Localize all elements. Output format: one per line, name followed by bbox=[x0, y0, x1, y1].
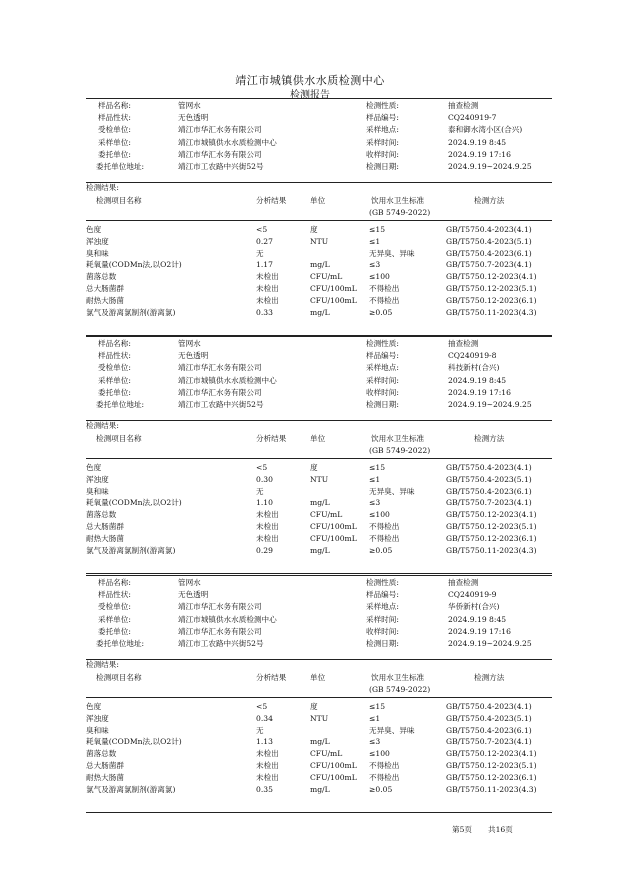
row-unit: CFU/mL bbox=[310, 510, 343, 520]
info-bottom-rule bbox=[86, 420, 552, 421]
info-label: 收样时间: bbox=[366, 387, 399, 397]
row-item: 耗氧量(CODMn法,以O2计) bbox=[86, 737, 182, 747]
row-standard: ≤100 bbox=[369, 510, 390, 520]
sample-section bbox=[86, 98, 552, 338]
section-top-rule bbox=[86, 98, 552, 99]
row-item: 菌落总数 bbox=[86, 510, 117, 520]
row-method: GB/T5750.4-2023(5.1) bbox=[446, 236, 532, 246]
row-item: 耗氧量(CODMn法,以O2计) bbox=[86, 260, 182, 270]
row-item: 浑浊度 bbox=[86, 713, 109, 723]
row-result: <5 bbox=[256, 702, 268, 711]
info-label: 检测日期: bbox=[366, 400, 399, 409]
row-item: 色度 bbox=[86, 702, 102, 711]
info-value: 2024.9.19 17:16 bbox=[448, 387, 511, 397]
row-method: GB/T5750.7-2023(4.1) bbox=[446, 737, 532, 747]
row-method: GB/T5750.4-2023(4.1) bbox=[446, 702, 532, 711]
row-standard: ≤15 bbox=[369, 463, 386, 472]
table-bottom-rule bbox=[86, 573, 552, 574]
row-unit: NTU bbox=[310, 713, 329, 723]
col-header-item: 检测项目名称 bbox=[96, 196, 142, 205]
col-header-item: 检测项目名称 bbox=[96, 673, 142, 682]
row-method: GB/T5750.12-2023(5.1) bbox=[446, 284, 537, 293]
row-method: GB/T5750.11-2023(4.3) bbox=[446, 307, 537, 317]
row-result: 无 bbox=[256, 725, 264, 735]
info-value: 抽查检测 bbox=[448, 578, 479, 587]
info-value: 无色透明 bbox=[178, 590, 209, 600]
info-label: 采样地点: bbox=[366, 363, 399, 373]
info-value: 靖江市华汇水务有限公司 bbox=[178, 602, 262, 612]
row-result: 未检出 bbox=[256, 272, 279, 282]
row-item: 总大肠菌群 bbox=[86, 522, 124, 531]
row-result: 0.29 bbox=[256, 545, 273, 555]
row-standard: ≤1 bbox=[369, 713, 381, 723]
col-header-method: 检测方法 bbox=[474, 434, 505, 443]
info-value: CQ240919-7 bbox=[448, 113, 497, 123]
row-standard: 不得检出 bbox=[369, 761, 400, 770]
info-bottom-rule bbox=[86, 659, 552, 660]
row-unit: CFU/mL bbox=[310, 272, 343, 282]
info-label: 收样时间: bbox=[366, 626, 399, 636]
section-top-rule bbox=[86, 575, 552, 576]
info-value: 2024.9.19 8:45 bbox=[448, 375, 507, 385]
row-item: 耐热大肠菌 bbox=[86, 533, 124, 543]
row-method: GB/T5750.12-2023(6.1) bbox=[446, 533, 537, 543]
info-label: 检测日期: bbox=[366, 162, 399, 171]
col-header-unit: 单位 bbox=[310, 434, 326, 443]
info-value: 靖江市城镇供水水质检测中心 bbox=[178, 614, 277, 624]
col-header-result: 分析结果 bbox=[256, 196, 287, 205]
page-number: 第5页 bbox=[452, 825, 473, 834]
info-label: 委托单位地址: bbox=[96, 639, 145, 648]
info-label: 检测性质: bbox=[366, 578, 399, 587]
info-value: 靖江市工农路中兴街52号 bbox=[178, 162, 264, 171]
row-standard: 不得检出 bbox=[369, 295, 400, 305]
row-method: GB/T5750.4-2023(6.1) bbox=[446, 248, 532, 258]
row-unit: 度 bbox=[310, 225, 318, 234]
results-label: 检测结果: bbox=[86, 421, 119, 430]
row-standard: 不得检出 bbox=[369, 772, 400, 782]
row-unit: CFU/mL bbox=[310, 749, 343, 759]
row-unit: mg/L bbox=[310, 498, 330, 508]
info-value: 靖江市城镇供水水质检测中心 bbox=[178, 137, 277, 147]
row-method: GB/T5750.12-2023(4.1) bbox=[446, 510, 537, 520]
info-label: 采样单位: bbox=[98, 137, 131, 147]
row-result: 无 bbox=[256, 248, 264, 258]
info-label: 委托单位: bbox=[98, 387, 131, 397]
row-item: 氯气及游离氯制剂(游离氯) bbox=[86, 307, 176, 317]
info-value: 2024.9.19 17:16 bbox=[448, 149, 511, 159]
row-standard: ≥0.05 bbox=[369, 307, 393, 317]
row-standard: ≤3 bbox=[369, 737, 381, 747]
row-method: GB/T5750.12-2023(6.1) bbox=[446, 772, 537, 782]
row-unit: mg/L bbox=[310, 784, 330, 794]
row-unit: mg/L bbox=[310, 737, 330, 747]
row-item: 氯气及游离氯制剂(游离氯) bbox=[86, 784, 176, 794]
info-label: 采样地点: bbox=[366, 125, 399, 135]
col-header-result: 分析结果 bbox=[256, 673, 287, 682]
row-result: 1.17 bbox=[256, 260, 273, 270]
row-standard: 无异臭、异味 bbox=[369, 248, 415, 258]
info-label: 受检单位: bbox=[98, 363, 131, 373]
info-value: CQ240919-8 bbox=[448, 351, 497, 361]
row-standard: 不得检出 bbox=[369, 284, 400, 293]
info-value: 2024.9.19~2024.9.25 bbox=[448, 162, 532, 171]
info-bottom-rule bbox=[86, 182, 552, 183]
info-value: 靖江市华汇水务有限公司 bbox=[178, 363, 262, 373]
info-value: 2024.9.19 17:16 bbox=[448, 626, 511, 636]
row-standard: 无异臭、异味 bbox=[369, 725, 415, 735]
info-value: 无色透明 bbox=[178, 113, 209, 123]
row-method: GB/T5750.4-2023(6.1) bbox=[446, 486, 532, 496]
row-method: GB/T5750.12-2023(6.1) bbox=[446, 295, 537, 305]
row-standard: ≤3 bbox=[369, 498, 381, 508]
info-value: 管网水 bbox=[178, 101, 201, 110]
row-item: 总大肠菌群 bbox=[86, 284, 124, 293]
row-unit: CFU/100mL bbox=[310, 295, 357, 305]
results-label: 检测结果: bbox=[86, 183, 119, 192]
info-value: 靖江市城镇供水水质检测中心 bbox=[178, 375, 277, 385]
row-method: GB/T5750.7-2023(4.1) bbox=[446, 260, 532, 270]
row-result: 无 bbox=[256, 486, 264, 496]
col-header-standard: 饮用水卫生标准 bbox=[371, 434, 425, 443]
info-label: 样品编号: bbox=[366, 113, 399, 123]
row-result: 未检出 bbox=[256, 284, 279, 293]
info-label: 委托单位: bbox=[98, 149, 131, 159]
col-header-item: 检测项目名称 bbox=[96, 434, 142, 443]
row-item: 总大肠菌群 bbox=[86, 761, 124, 770]
row-item: 色度 bbox=[86, 225, 102, 234]
row-standard: 无异臭、异味 bbox=[369, 486, 415, 496]
row-unit: CFU/100mL bbox=[310, 522, 357, 531]
row-item: 耐热大肠菌 bbox=[86, 295, 124, 305]
results-label: 检测结果: bbox=[86, 660, 119, 669]
info-value: 科技新村(合兴) bbox=[448, 363, 500, 373]
row-result: 未检出 bbox=[256, 772, 279, 782]
info-value: 靖江市华汇水务有限公司 bbox=[178, 626, 262, 636]
col-header-unit: 单位 bbox=[310, 196, 326, 205]
info-value: 2024.9.19 8:45 bbox=[448, 614, 507, 624]
info-label: 受检单位: bbox=[98, 602, 131, 612]
row-standard: ≥0.05 bbox=[369, 545, 393, 555]
row-result: 0.27 bbox=[256, 236, 273, 246]
row-unit: mg/L bbox=[310, 260, 330, 270]
info-label: 委托单位: bbox=[98, 626, 131, 636]
info-label: 样品编号: bbox=[366, 351, 399, 361]
row-unit: 度 bbox=[310, 463, 318, 472]
row-result: 0.30 bbox=[256, 474, 273, 484]
info-value: 2024.9.19~2024.9.25 bbox=[448, 400, 532, 409]
row-standard: ≤100 bbox=[369, 272, 390, 282]
row-result: 未检出 bbox=[256, 533, 279, 543]
info-label: 收样时间: bbox=[366, 149, 399, 159]
col-header-result: 分析结果 bbox=[256, 434, 287, 443]
row-method: GB/T5750.11-2023(4.3) bbox=[446, 784, 537, 794]
report-subtitle: 检测报告 bbox=[290, 90, 330, 101]
row-unit: 度 bbox=[310, 702, 318, 711]
row-standard: ≤15 bbox=[369, 225, 386, 234]
info-value: 泰和御水湾小区(合兴) bbox=[448, 125, 523, 135]
row-method: GB/T5750.12-2023(5.1) bbox=[446, 522, 537, 531]
info-value: 管网水 bbox=[178, 339, 201, 348]
row-item: 臭和味 bbox=[86, 725, 109, 735]
row-standard: 不得检出 bbox=[369, 533, 400, 543]
row-result: 0.33 bbox=[256, 307, 273, 317]
col-header-standard-code: (GB 5749-2022) bbox=[369, 685, 431, 694]
info-value: 抽查检测 bbox=[448, 101, 479, 110]
row-item: 氯气及游离氯制剂(游离氯) bbox=[86, 545, 176, 555]
row-result: 未检出 bbox=[256, 522, 279, 531]
row-item: 浑浊度 bbox=[86, 236, 109, 246]
info-label: 委托单位地址: bbox=[96, 400, 145, 409]
col-header-method: 检测方法 bbox=[474, 196, 505, 205]
row-unit: CFU/100mL bbox=[310, 761, 357, 770]
info-value: 靖江市工农路中兴街52号 bbox=[178, 400, 264, 409]
row-standard: 不得检出 bbox=[369, 522, 400, 531]
info-label: 样品名称: bbox=[98, 578, 131, 587]
row-unit: mg/L bbox=[310, 307, 330, 317]
row-result: 未检出 bbox=[256, 761, 279, 770]
info-value: 2024.9.19~2024.9.25 bbox=[448, 639, 532, 648]
info-label: 样品编号: bbox=[366, 590, 399, 600]
info-value: 2024.9.19 8:45 bbox=[448, 137, 507, 147]
col-header-unit: 单位 bbox=[310, 673, 326, 682]
info-label: 委托单位地址: bbox=[96, 162, 145, 171]
row-standard: ≤1 bbox=[369, 474, 381, 484]
sample-section bbox=[86, 575, 552, 815]
col-header-standard: 饮用水卫生标准 bbox=[371, 196, 425, 205]
row-unit: NTU bbox=[310, 474, 329, 484]
row-unit: CFU/100mL bbox=[310, 772, 357, 782]
table-bottom-rule bbox=[86, 812, 552, 813]
row-item: 色度 bbox=[86, 463, 102, 472]
row-item: 耗氧量(CODMn法,以O2计) bbox=[86, 498, 182, 508]
row-item: 臭和味 bbox=[86, 248, 109, 258]
row-result: 未检出 bbox=[256, 510, 279, 520]
row-result: 0.34 bbox=[256, 713, 273, 723]
info-label: 样品名称: bbox=[98, 101, 131, 110]
row-item: 耐热大肠菌 bbox=[86, 772, 124, 782]
row-standard: ≥0.05 bbox=[369, 784, 393, 794]
row-method: GB/T5750.11-2023(4.3) bbox=[446, 545, 537, 555]
header-bottom-rule bbox=[86, 458, 552, 459]
col-header-standard-code: (GB 5749-2022) bbox=[369, 208, 431, 217]
info-label: 检测性质: bbox=[366, 339, 399, 348]
info-label: 采样时间: bbox=[366, 614, 399, 624]
info-label: 受检单位: bbox=[98, 125, 131, 135]
row-standard: ≤100 bbox=[369, 749, 390, 759]
row-item: 浑浊度 bbox=[86, 474, 109, 484]
page-total: 共16页 bbox=[488, 825, 513, 834]
row-result: 0.35 bbox=[256, 784, 273, 794]
row-result: <5 bbox=[256, 225, 268, 234]
row-unit: CFU/100mL bbox=[310, 284, 357, 293]
col-header-standard: 饮用水卫生标准 bbox=[371, 673, 425, 682]
row-result: 未检出 bbox=[256, 295, 279, 305]
info-value: 靖江市华汇水务有限公司 bbox=[178, 125, 262, 135]
info-label: 检测性质: bbox=[366, 101, 399, 110]
row-method: GB/T5750.4-2023(4.1) bbox=[446, 463, 532, 472]
row-standard: ≤3 bbox=[369, 260, 381, 270]
row-unit: mg/L bbox=[310, 545, 330, 555]
row-method: GB/T5750.7-2023(4.1) bbox=[446, 498, 532, 508]
info-label: 检测日期: bbox=[366, 639, 399, 648]
row-result: 1.10 bbox=[256, 498, 273, 508]
sample-section bbox=[86, 336, 552, 576]
info-value: 华侨新村(合兴) bbox=[448, 602, 500, 612]
row-method: GB/T5750.4-2023(4.1) bbox=[446, 225, 532, 234]
row-item: 菌落总数 bbox=[86, 272, 117, 282]
info-label: 采样单位: bbox=[98, 614, 131, 624]
row-method: GB/T5750.12-2023(4.1) bbox=[446, 272, 537, 282]
info-label: 样品性状: bbox=[98, 351, 131, 361]
col-header-method: 检测方法 bbox=[474, 673, 505, 682]
info-label: 采样单位: bbox=[98, 375, 131, 385]
row-result: 1.13 bbox=[256, 737, 273, 747]
row-method: GB/T5750.12-2023(5.1) bbox=[446, 761, 537, 770]
page-title: 靖江市城镇供水水质检测中心 bbox=[235, 74, 385, 87]
header-bottom-rule bbox=[86, 697, 552, 698]
info-value: 抽查检测 bbox=[448, 339, 479, 348]
row-standard: ≤1 bbox=[369, 236, 381, 246]
info-value: 无色透明 bbox=[178, 351, 209, 361]
row-result: 未检出 bbox=[256, 749, 279, 759]
header-bottom-rule bbox=[86, 220, 552, 221]
info-label: 采样时间: bbox=[366, 137, 399, 147]
info-label: 样品性状: bbox=[98, 590, 131, 600]
info-label: 样品名称: bbox=[98, 339, 131, 348]
row-method: GB/T5750.4-2023(5.1) bbox=[446, 713, 532, 723]
row-unit: NTU bbox=[310, 236, 329, 246]
section-top-rule bbox=[86, 336, 552, 337]
row-item: 菌落总数 bbox=[86, 749, 117, 759]
col-header-standard-code: (GB 5749-2022) bbox=[369, 446, 431, 455]
info-label: 采样时间: bbox=[366, 375, 399, 385]
info-label: 采样地点: bbox=[366, 602, 399, 612]
row-method: GB/T5750.4-2023(6.1) bbox=[446, 725, 532, 735]
info-value: 靖江市华汇水务有限公司 bbox=[178, 149, 262, 159]
info-value: 靖江市工农路中兴街52号 bbox=[178, 639, 264, 648]
row-result: <5 bbox=[256, 463, 268, 472]
info-value: 靖江市华汇水务有限公司 bbox=[178, 387, 262, 397]
info-value: 管网水 bbox=[178, 578, 201, 587]
row-method: GB/T5750.12-2023(4.1) bbox=[446, 749, 537, 759]
info-value: CQ240919-9 bbox=[448, 590, 497, 600]
row-method: GB/T5750.4-2023(5.1) bbox=[446, 474, 532, 484]
row-standard: ≤15 bbox=[369, 702, 386, 711]
row-item: 臭和味 bbox=[86, 486, 109, 496]
row-unit: CFU/100mL bbox=[310, 533, 357, 543]
info-label: 样品性状: bbox=[98, 113, 131, 123]
